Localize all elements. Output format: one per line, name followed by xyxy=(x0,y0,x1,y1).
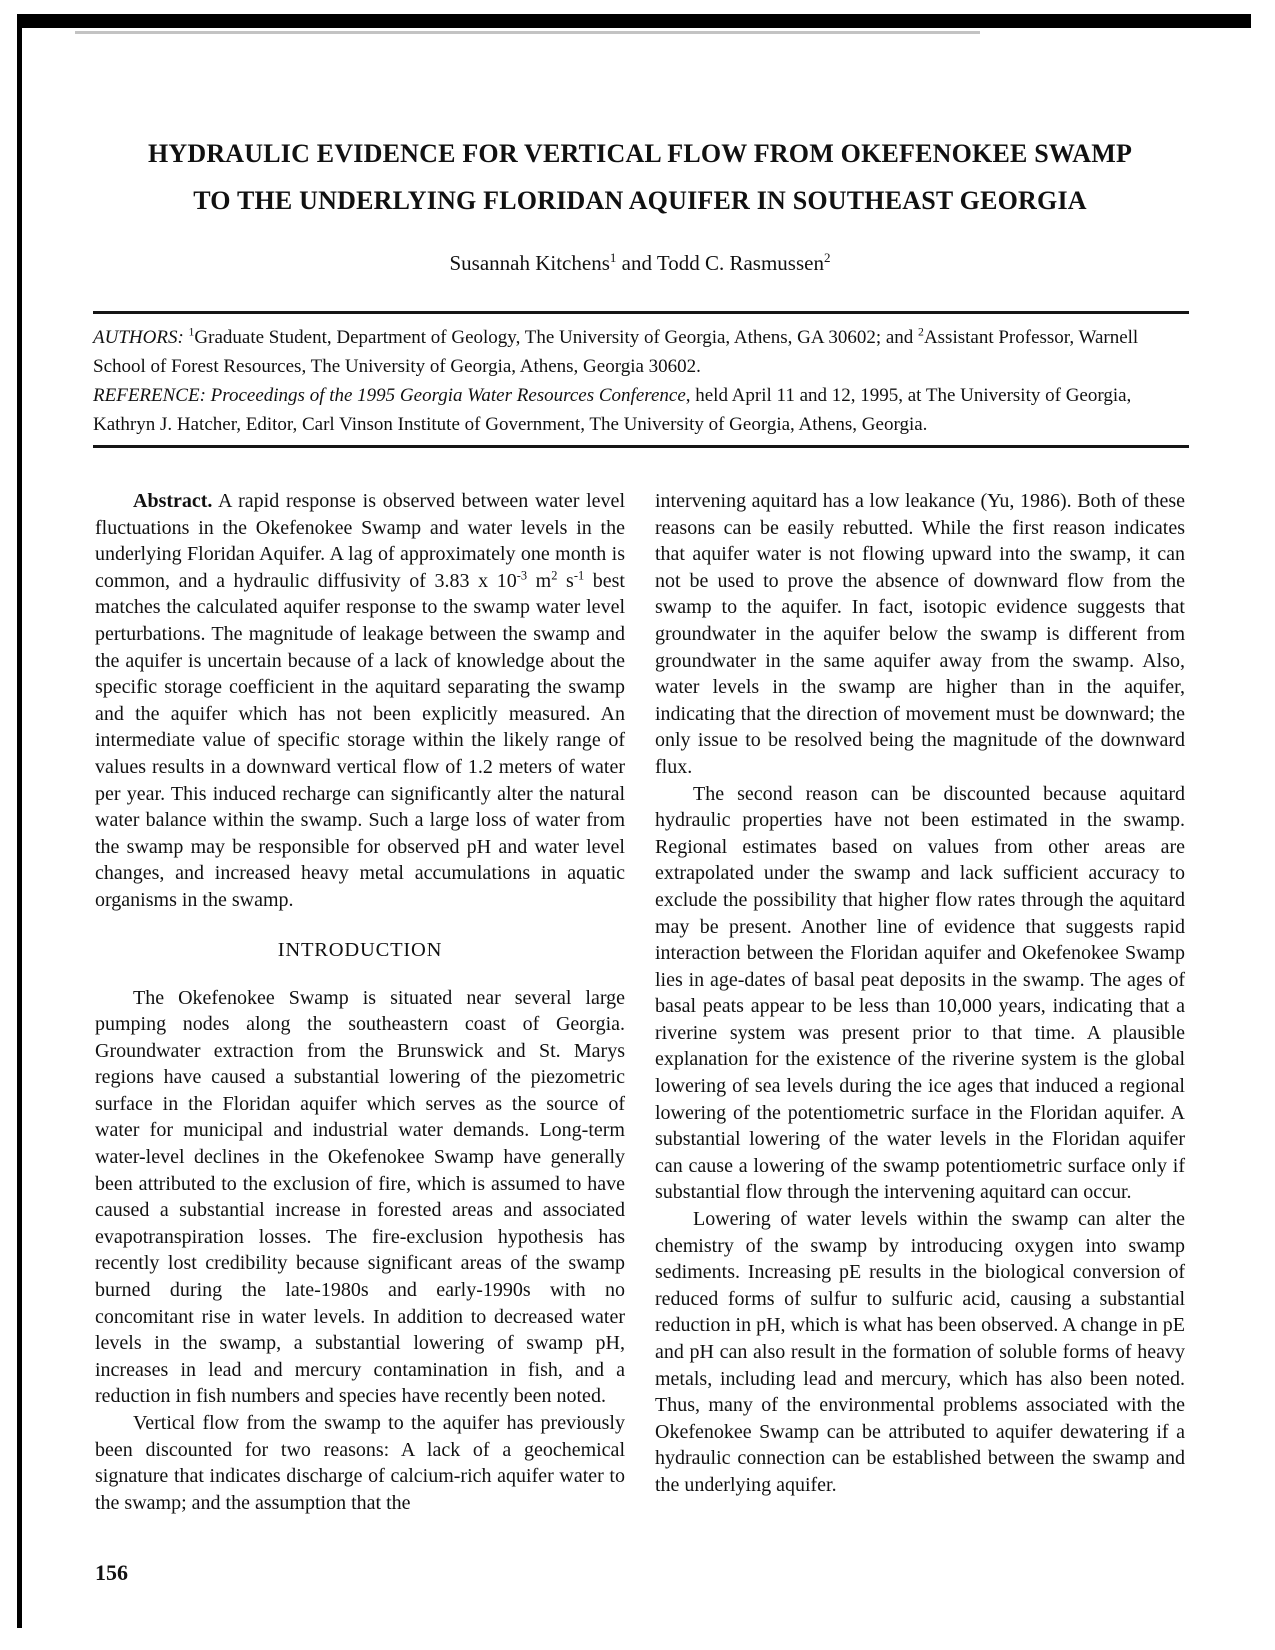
right-column-paragraph-3: Lowering of water levels within the swamp can alter the chemistry of the swamp by introducing oxygen into swamp sediments. Increasing pE results in the biological conversion of reduced forms of sulfur to sulfuric acid, causing a substantial reduction in pH, which is what has been observed. A change in pE and pH can also result in the formation of soluble forms of heavy metals, including lead and mercury, which has also been noted. Thus, many of the environmental problems associated with the Okefenokee Swamp can be attributed to aquifer dewatering if a hydraulic connection can be established between the swamp and the underlying aquifer. xyxy=(655,1208,1185,1496)
page-title xyxy=(93,130,1187,224)
author-1-name: Susannah Kitchens xyxy=(449,251,610,275)
authors-note-label: AUTHORS: xyxy=(93,327,184,348)
reference-note-label: REFERENCE: xyxy=(93,385,206,406)
abstract-exponent-1: -3 xyxy=(516,568,528,583)
two-column-body xyxy=(95,488,1185,1516)
author-1-footnote-marker: 1 xyxy=(609,250,617,265)
abstract-exponent-3: -1 xyxy=(573,568,585,583)
abstract-label: Abstract. xyxy=(133,490,213,512)
abstract-text-4: best matches the calculated aquifer response to the swamp water level perturbations. The magnitude of leakage between the swamp and the aquifer is uncertain because of a lack of knowledge about the specific storage coefficient in the aquitard separating the swamp and the aquifer which has not been explicitly measured. An intermediate value of specific storage within the likely range of values results in a downward vertical flow of 1.2 meters of water per year. This induced recharge can significantly alter the natural water balance within the swamp. Such a large loss of water from the swamp may be responsible for observed pH and water level changes, and increased heavy metal accumulations in aquatic organisms in the swamp. xyxy=(95,569,625,911)
author-2-name: Todd C. Rasmussen xyxy=(656,251,824,275)
right-column-paragraph-1: intervening aquitard has a low leakance (Yu, 1986). Both of these reasons can be easily rebutted. While the first reason indicates that aquifer water is not flowing upward into the swamp, it can not be used to prove the absence of downward flow from the swamp to the aquifer. In fact, isotopic evidence suggests that groundwater in the aquifer below the swamp is different from groundwater in the same aquifer away from the swamp. Also, water levels in the swamp are higher than in the aquifer, indicating that the direction of movement must be downward; the only issue to be resolved being the magnitude of the downward flux. xyxy=(655,490,1185,778)
left-column xyxy=(95,488,625,1516)
abstract-text-2: m xyxy=(527,569,552,592)
title-line-2: TO THE UNDERLYING FLORIDAN AQUIFER IN SOUTHEAST GEORGIA xyxy=(193,186,1087,215)
introduction-paragraph-1: The Okefenokee Swamp is situated near several large pumping nodes along the southeastern coast of Georgia. Groundwater extraction from the Brunswick and St. Marys regions have caused a substantial lowering of the piezometric surface in the Floridan aquifer which serves as the source of water for municipal and industrial water demands. Long-term water-level declines in the Okefenokee Swamp have generally been attributed to the exclusion of fire, which is assumed to have caused a substantial increase in forested areas and associated evapotranspiration losses. The fire-exclusion hypothesis has recently lost credibility because significant areas of the swamp burned during the late-1980s and early-1990s with no concomitant rise in water levels. In addition to decreased water levels in the swamp, a substantial lowering of swamp pH, increases in lead and mercury contamination in fish, and a reduction in fish numbers and species have recently been noted. xyxy=(95,986,625,1408)
authors-note-text-1: Graduate Student, Department of Geology, The University of Georgia, Athens, GA 30602; and xyxy=(194,327,919,348)
authors-note-text-2: Assistant Professor, Warnell School of Forest Resources, The University of Georgia, Athens, Georgia 30602. xyxy=(93,327,1139,377)
section-heading-introduction: INTRODUCTION xyxy=(277,938,443,961)
authors-byline xyxy=(93,251,1187,276)
authors-note-marker-2: 2 xyxy=(918,325,924,339)
scan-smudge-line xyxy=(75,31,980,34)
header-note-block xyxy=(93,311,1189,448)
reference-note xyxy=(93,381,1189,439)
scan-border-left xyxy=(17,14,22,1628)
authors-note-marker-1: 1 xyxy=(188,325,195,339)
reference-note-text: , held April 11 and 12, 1995, at The University of Georgia, Kathryn J. Hatcher, Editor, Carl Vinson Institute of Government, The University of Georgia, Athens, Georgia. xyxy=(93,385,1132,435)
abstract-text-1: A rapid response is observed between water level fluctuations in the Okefenokee Swamp and water levels in the underlying Floridan Aquifer. A lag of approximately one month is common, and a hydraulic diffusivity of 3.83 x 10 xyxy=(95,490,625,592)
abstract-exponent-2: 2 xyxy=(551,568,558,583)
title-block xyxy=(93,130,1187,276)
scan-border-top xyxy=(17,14,1251,28)
authors-connector: and xyxy=(616,251,657,275)
reference-proceedings-title: Proceedings of the 1995 Georgia Water Resources Conference xyxy=(210,385,686,406)
introduction-paragraph-2: Vertical flow from the swamp to the aquifer has previously been discounted for two reasons: A lack of a geochemical signature that indicates discharge of calcium-rich aquifer water to the swamp; and the assumption that the xyxy=(95,1412,625,1514)
right-column-paragraph-2: The second reason can be discounted because aquitard hydraulic properties have not been estimated in the swamp. Regional estimates based on values from other areas are extrapolated under the swamp and lack sufficient accuracy to exclude the possibility that higher flow rates through the aquitard may be present. Another line of evidence that suggests rapid interaction between the Floridan aquifer and Okefenokee Swamp lies in age-dates of basal peat deposits in the swamp. The ages of basal peats appear to be less than 10,000 years, indicating that a riverine system was present prior to that time. A plausible explanation for the existence of the riverine system is the global lowering of sea levels during the ice ages that induced a regional lowering of the potentiometric surface in the Floridan aquifer. A substantial lowering of the water levels in the Floridan aquifer can cause a lowering of the swamp potentiometric surface only if substantial flow through the intervening aquitard can occur. xyxy=(655,782,1185,1204)
authors-note xyxy=(93,323,1189,381)
page-number: 156 xyxy=(95,1560,128,1585)
title-line-1: HYDRAULIC EVIDENCE FOR VERTICAL FLOW FROM OKEFENOKEE SWAMP xyxy=(147,139,1133,168)
right-column xyxy=(655,488,1185,1516)
abstract-text-3: s xyxy=(557,569,574,592)
abstract-paragraph xyxy=(95,488,625,914)
author-2-footnote-marker: 2 xyxy=(823,250,831,265)
